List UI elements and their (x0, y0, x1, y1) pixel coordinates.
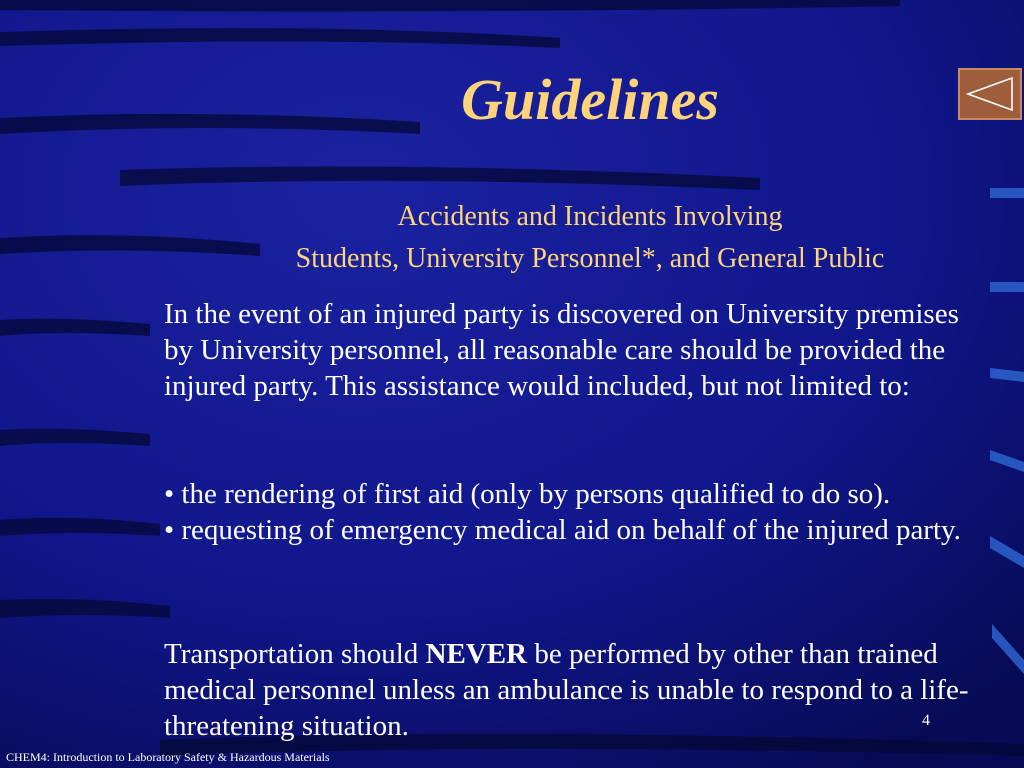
back-triangle-icon (960, 70, 1020, 118)
bullet-item-emergency-aid: • requesting of emergency medical aid on behalf of the injured party. (164, 514, 961, 546)
bullet-item-first-aid: • the rendering of first aid (only by persons qualified to do so). (164, 478, 891, 510)
transportation-text-start: Transportation should (164, 638, 426, 670)
transportation-paragraph (164, 636, 984, 744)
footer-course-title: CHEM4: Introduction to Laboratory Safety & Hazardous Materials (6, 750, 330, 764)
never-emphasis: NEVER (425, 638, 528, 670)
bullet-list (164, 476, 984, 548)
slide-title: Guidelines (461, 67, 719, 132)
page-number: 4 (922, 712, 930, 729)
back-button[interactable] (958, 68, 1022, 120)
subtitle-line-2: Students, University Personnel*, and General Public (295, 243, 885, 274)
transportation-text-end: be performed by other than trained medical personnel unless an ambulance is unable to respond to a life-threatening situation. (164, 638, 969, 742)
subtitle-line-1: Accidents and Incidents Involving (397, 201, 783, 232)
intro-paragraph: In the event of an injured party is discovered on University premises by University personnel, all reasonable care should be provided the injured party. This assistance would included, but not limited to: (164, 298, 959, 402)
